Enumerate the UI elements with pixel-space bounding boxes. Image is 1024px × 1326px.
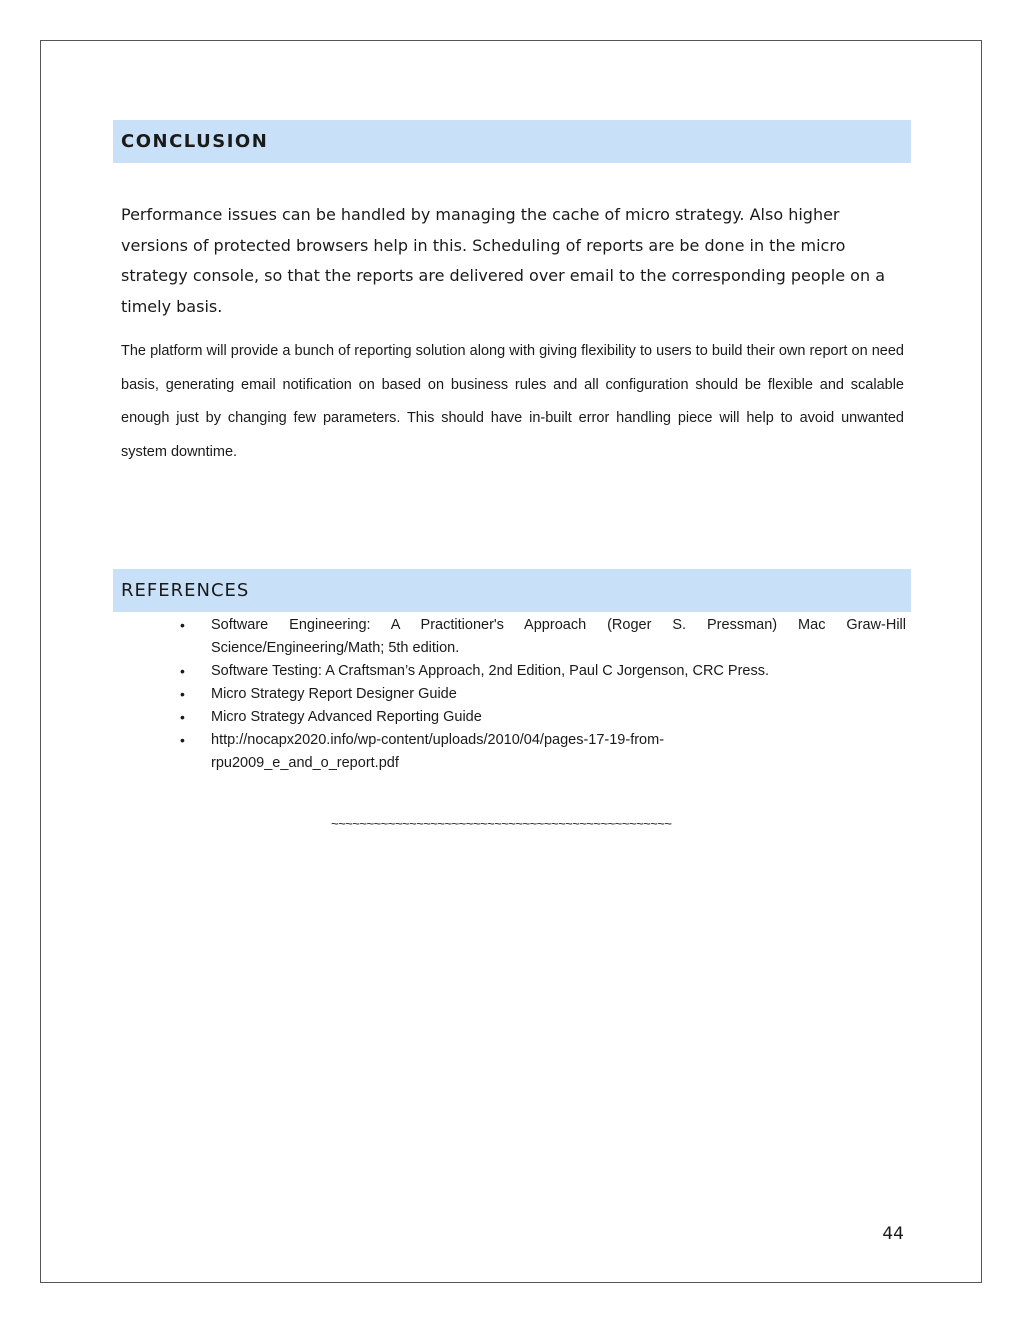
reference-item [176, 706, 906, 729]
reference-item [176, 614, 906, 660]
reference-text: Micro Strategy Report Designer Guide [211, 686, 457, 702]
reference-item-url [176, 729, 906, 775]
references-heading: REFERENCES [113, 569, 911, 612]
page-number: 44 [882, 1224, 904, 1244]
conclusion-paragraph-performance: Performance issues can be handled by managing the cache of micro strategy. Also higher versions of protected browsers help in this. Scheduling of reports are be done in the micro strategy console, so that the reports are delivered over email to the corresponding people on a timely basis. [121, 205, 885, 317]
bullet-icon: • [180, 709, 185, 725]
reference-item [176, 660, 906, 683]
reference-text: Software Engineering: A Practitioner's Approach (Roger S. Pressman) Mac Graw-Hill Science/Engineering/Math; 5th edition. [211, 617, 906, 656]
bullet-icon: • [180, 617, 185, 633]
bullet-icon: • [180, 663, 185, 679]
end-divider: ~~~~~~~~~~~~~~~~~~~~~~~~~~~~~~~~~~~~~~~~~~~~~~~~ [331, 816, 672, 831]
reference-text: Software Testing: A Craftsman’s Approach, 2nd Edition, Paul C Jorgenson, CRC Press. [211, 663, 770, 679]
reference-url-text: http://nocapx2020.info/wp-content/uploads/2010/04/pages-17-19-from- rpu2009_e_and_o_report.pdf [211, 732, 665, 771]
bullet-icon: • [180, 686, 185, 702]
conclusion-paragraph-platform: The platform will provide a bunch of reporting solution along with giving flexibility to users to build their own report on need basis, generating email notification on based on business rules and all configuration should be flexible and scalable enough just by changing few parameters. This should have in-built error handling piece will help to avoid unwanted system downtime. [121, 343, 904, 460]
bullet-icon: • [180, 732, 185, 748]
references-list [176, 614, 906, 775]
conclusion-heading: CONCLUSION [113, 120, 911, 163]
reference-text: Micro Strategy Advanced Reporting Guide [211, 709, 482, 725]
reference-item [176, 683, 906, 706]
